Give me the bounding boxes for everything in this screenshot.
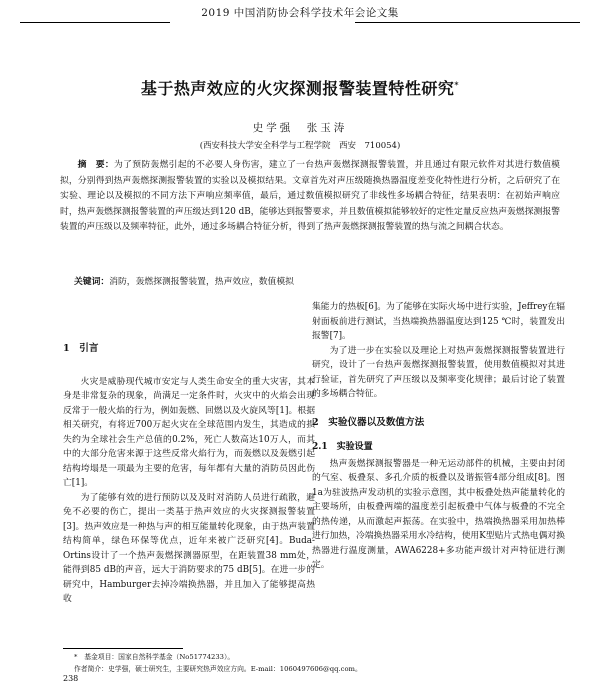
- affiliation: (西安科技大学安全科学与工程学院 西安 710054): [199, 141, 401, 151]
- keywords-label: 关键词：: [74, 277, 110, 287]
- page-number: 238: [63, 674, 79, 683]
- keywords: [74, 274, 560, 287]
- section-heading-introduction: 1 引言: [63, 343, 99, 354]
- running-header: [60, 4, 540, 24]
- footnote-author: 作者简介：史学强，硕士研究生，主要研究热声效应方向。E-mail：1060497606@qq.com。: [74, 665, 362, 673]
- title-footnote-mark: *: [454, 79, 460, 90]
- paper-title-text: 基于热声效应的火灾探测报警装置特性研究: [140, 79, 455, 98]
- paragraph: 为了进一步在实验以及理论上对热声轰燃探测报警装置进行研究，设计了一台热声轰燃探测报警装置，使用数值模拟对其进行验证，首先研究了声压级以及频率变化规律；最后讨论了装置的多场耦合特征。: [312, 345, 565, 399]
- header-title: 2019 中国消防协会科学技术年会论文集: [201, 7, 399, 19]
- paragraph: 为了能够有效的进行预防以及及时对消防人员进行疏散，避免不必要的伤亡，提出一类基于热声效应的火灾探测报警装置[3]。热声效应是一种热与声的相互能量转化现象，由于热声装置结构简单，绿色环保等优点，近年来被广泛研究[4]。Buda-Ortins设计了一个热声轰燃探测器原型，在距装置38 mm处，能得到85 dB的声音，远大于消防要求的75 dB[5]。在进一步的研究中，Hamburger去掉冷端换热器，并且加入了能够提高热收: [63, 492, 315, 604]
- section-heading-methods: 2 实验仪器以及数值方法: [312, 416, 425, 428]
- paper-title: [0, 76, 600, 99]
- abstract-text: 为了预防轰燃引起的不必要人身伤害，建立了一台热声轰燃探测报警装置，并且通过有限元软件对其进行数值模拟，分别得到热声轰燃探测报警装置的实验以及模拟结果。文章首先对声压级随换热器温度差变化特性进行分析，之后研究了在实验、理论以及模拟的不同方法下声响应频率值，最后，通过数值模拟研究了非线性多场耦合特征，结果表明：在初始声响应时，热声轰燃探测报警装置的声压级达到120 dB，能够达到报警要求，并且数值模拟能够较好的定性定量反应热声轰燃探测报警装置的声压级以及频率特征，此外，通过多场耦合特征分析，得到了热声轰燃探测报警装置的热与流之间耦合状态。: [60, 160, 560, 233]
- keywords-text: 消防，轰燃探测报警装置，热声效应，数值模拟: [109, 277, 294, 287]
- footnote-rule: [63, 648, 183, 649]
- footnote-funding: * 基金项目：国家自然科学基金（No51774233）。: [74, 653, 235, 661]
- subsection-heading-experiment: 2.1 实验设置: [312, 442, 373, 452]
- left-column: [63, 300, 315, 607]
- right-column: [312, 300, 565, 573]
- paragraph: 热声轰燃探测报警器是一种无运动部件的机械，主要由封闭的气室、板叠泵、多孔介质的板叠以及谐振管4部分组成[8]。图1a为驻波热声发动机的实验示意图，其中板叠处热声能量转化的主要场所，由板叠两端的温度差引起板叠中气体与板叠的不完全的热传递，从而激起声振荡。在实验中，热端换热器采用加热棒进行加热，冷端换热器采用水冷结构，使用K型贴片式热电偶对换热器进行温度测量，AWA6228+多功能声级计对声特征进行测定。: [312, 458, 565, 570]
- paragraph-continued: 集能力的热板[6]。为了能够在实际火场中进行实验，Jeffrey在辐射面板前进行测试，当热端换热器温度达到125 ℃时，装置发出报警[7]。: [312, 302, 565, 341]
- header-rule-right: [355, 22, 580, 23]
- header-rule-left: [20, 22, 170, 23]
- paragraph: 火灾是威胁现代城市安定与人类生命安全的重大灾害，其本身是非常复杂的现象，尚满足一定条件时，火灾中的火焰会出现反常于一般火焰的行为，例如轰燃、回燃以及火旋风等[1]。根据相关研究，有将近700万起火灾在全球范围内发生，其造成的损失约为全球社会生产总值的0.2%，死亡人数高达10万人，而其中的大部分危害来源于这些反常火焰行为，而轰燃以及轰燃引起结构垮塌是一项最为主要的危害，每年都有大量的消防员因此伤亡[1]。: [63, 376, 315, 488]
- authors: 史学强 张玉涛: [252, 122, 348, 134]
- abstract-label: 摘 要：: [77, 160, 115, 170]
- abstract: [60, 158, 560, 236]
